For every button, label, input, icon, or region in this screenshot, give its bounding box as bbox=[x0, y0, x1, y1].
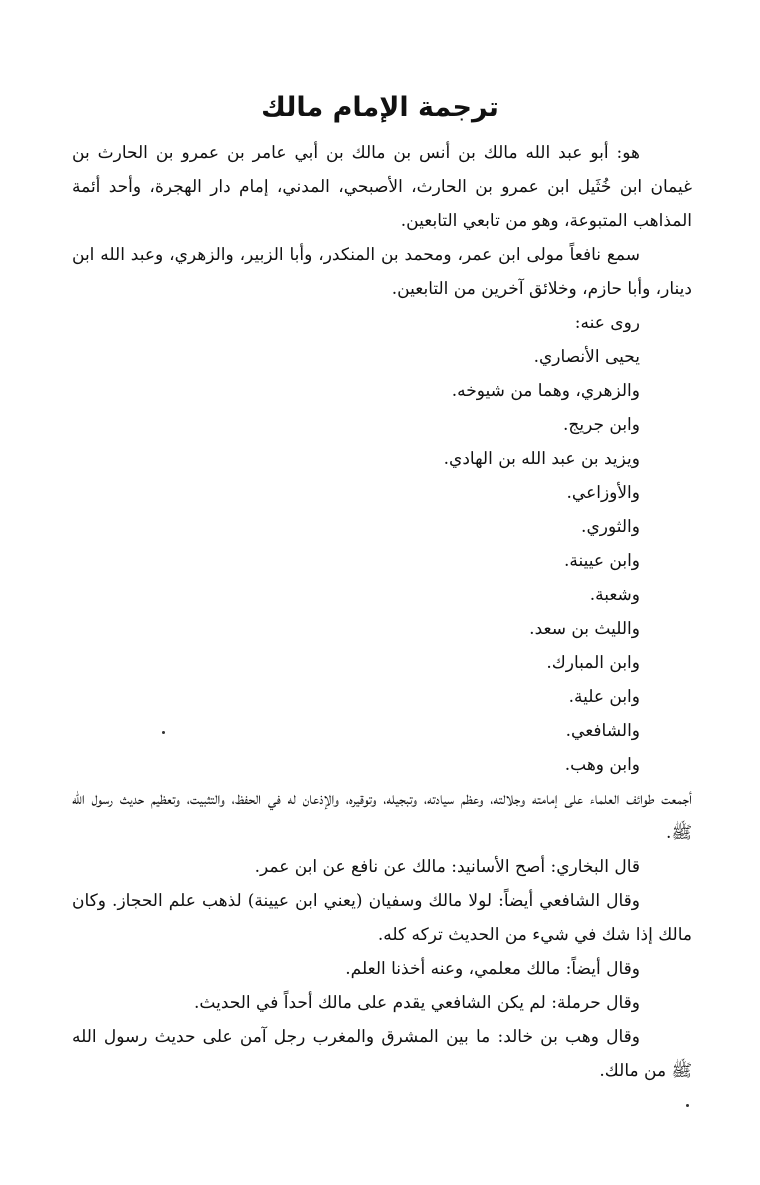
list-item: والليث بن سعد. bbox=[529, 619, 640, 639]
list-item: وابن عيينة. bbox=[563, 551, 640, 571]
list-item: وابن المبارك. bbox=[546, 653, 640, 673]
list-item: وابن علية. bbox=[568, 687, 640, 707]
page-body bbox=[72, 136, 692, 1088]
narrators-list bbox=[72, 340, 692, 782]
list-item: وابن جريج. bbox=[562, 415, 640, 435]
list-item: والثوري. bbox=[581, 517, 640, 537]
list-item: والزهري، وهما من شيوخه. bbox=[451, 381, 640, 401]
quote-shafii: وقال الشافعي أيضاً: لولا مالك وسفيان (يعني ابن عيينة) لذهب علم الحجاز. وكان مالك إذا شك في شيء من الحديث تركه كله. bbox=[72, 891, 692, 945]
teachers-paragraph: سمع نافعاً مولى ابن عمر، ومحمد بن المنكدر، وأبا الزبير، والزهري، وعبد الله ابن دينار، وأبا حازم، وخلائق آخرين من التابعين. bbox=[72, 245, 692, 299]
quote-wahb: وقال وهب بن خالد: ما بين المشرق والمغرب رجل آمن على حديث رسول الله ﷺ من مالك. bbox=[72, 1027, 692, 1081]
list-item: وابن وهب. bbox=[564, 755, 640, 775]
list-item: والشافعي. bbox=[565, 721, 640, 741]
list-item: والأوزاعي. bbox=[566, 483, 640, 503]
scan-speck bbox=[686, 1104, 689, 1107]
narrated-heading: روى عنه: bbox=[574, 313, 640, 333]
scan-speck bbox=[162, 731, 165, 734]
page-title: ترجمة الإمام مالك bbox=[261, 92, 499, 123]
quote-shafii-2: وقال أيضاً: مالك معلمي، وعنه أخذنا العلم. bbox=[345, 959, 640, 979]
quote-bukhari: قال البخاري: أصح الأسانيد: مالك عن نافع عن ابن عمر. bbox=[254, 857, 640, 877]
list-item: وشعبة. bbox=[589, 585, 640, 605]
consensus-paragraph: أجمعت طوائف العلماء على إمامته وجلالته، وعظم سيادته، وتبجيله، وتوقيره، والإذعان له في الحفظ، والتثبيت، وتعظيم حديث رسول الله ﷺ. bbox=[72, 789, 692, 843]
quote-harmala: وقال حرملة: لم يكن الشافعي يقدم على مالك أحداً في الحديث. bbox=[194, 993, 640, 1013]
list-item: ويزيد بن عبد الله بن الهادي. bbox=[443, 449, 640, 469]
list-item: يحيى الأنصاري. bbox=[533, 347, 640, 367]
intro-paragraph: هو: أبو عبد الله مالك بن أنس بن مالك بن أبي عامر بن عمرو بن الحارث بن غيمان ابن خُثَيل ابن عمرو بن الحارث، الأصبحي، المدني، إمام دار الهجرة، وأحد أئمة المذاهب المتبوعة، وهو من تابعي التابعين. bbox=[72, 143, 692, 231]
